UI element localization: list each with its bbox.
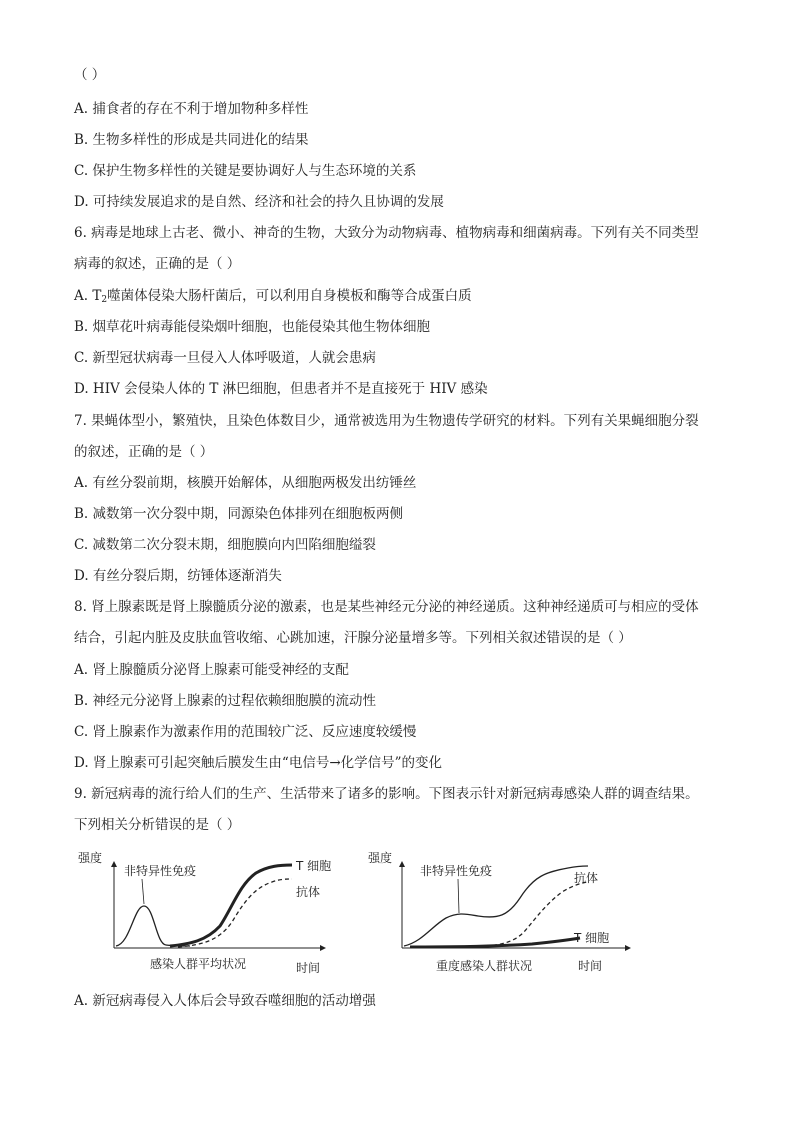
text-line: （ ） bbox=[74, 67, 106, 83]
option-a: A. 新冠病毒侵入人体后会导致吞噬细胞的活动增强 bbox=[74, 993, 376, 1009]
option-b: B. 减数第一次分裂中期，同源染色体排列在细胞板两侧 bbox=[74, 506, 404, 522]
option-c: C. 肾上腺素作为激素作用的范围较广泛、反应速度较缓慢 bbox=[74, 724, 417, 740]
x-axis-label: 时间 bbox=[578, 959, 603, 973]
annotation-nonspecific-immunity: 非特异性免疫 bbox=[420, 864, 493, 878]
option-d: D. 肾上腺素可引起突触后膜发生由“电信号→化学信号”的变化 bbox=[74, 755, 443, 771]
legend-antibody: 抗体 bbox=[296, 885, 321, 899]
option-c: C. 新型冠状病毒一旦侵入人体呼吸道，人就会患病 bbox=[74, 350, 376, 366]
question-9-stem: 9. 新冠病毒的流行给人们的生产、生活带来了诸多的影响。下图表示针对新冠病毒感染人群的调查结果。 bbox=[74, 786, 699, 802]
x-axis-caption: 重度感染人群状况 bbox=[436, 959, 533, 973]
legend-t-cell: T 细胞 bbox=[574, 931, 610, 945]
series-nonspecific-immunity bbox=[116, 906, 190, 946]
option-a: A. $T_2$噬菌体侵染大肠杆菌后，可以利用自身模板和酶等合成蛋白质 bbox=[74, 288, 472, 305]
question-9-stem-cont: 下列相关分析错误的是（ ） bbox=[74, 817, 241, 833]
option-d: D. HIV 会侵染人体的 T 淋巴细胞，但患者并不是直接死于 HIV 感染 bbox=[74, 381, 488, 397]
series-antibody bbox=[178, 879, 292, 947]
annotation-nonspecific-immunity: 非特异性免疫 bbox=[124, 864, 197, 878]
y-axis-label: 强度 bbox=[78, 851, 103, 865]
annotation-leader bbox=[458, 879, 459, 913]
series-t-cell bbox=[410, 938, 580, 947]
option-a: A. 捕食者的存在不利于增加物种多样性 bbox=[74, 101, 309, 117]
option-a: A. 肾上腺髓质分泌肾上腺素可能受神经的支配 bbox=[74, 662, 349, 678]
option-d: D. 有丝分裂后期，纺锤体逐渐消失 bbox=[74, 568, 282, 584]
chart-average-infection bbox=[70, 846, 350, 976]
option-b: B. 烟草花叶病毒能侵染烟叶细胞，也能侵染其他生物体细胞 bbox=[74, 319, 431, 335]
option-c: C. 保护生物多样性的关键是要协调好人与生态环境的关系 bbox=[74, 163, 417, 179]
x-axis-caption: 感染人群平均状况 bbox=[150, 957, 247, 971]
option-a: A. 有丝分裂前期，核膜开始解体，从细胞两极发出纺锤丝 bbox=[74, 475, 417, 491]
question-7-stem: 7. 果蝇体型小，繁殖快，且染色体数目少，通常被选用为生物遗传学研究的材料。下列有关果蝇细胞分裂 bbox=[74, 413, 699, 429]
chart-severe-infection bbox=[362, 846, 662, 976]
legend-antibody: 抗体 bbox=[574, 871, 599, 885]
option-d: D. 可持续发展追求的是自然、经济和社会的持久且协调的发展 bbox=[74, 194, 444, 210]
x-axis-label: 时间 bbox=[296, 961, 321, 975]
question-6-stem: 6. 病毒是地球上古老、微小、神奇的生物，大致分为动物病毒、植物病毒和细菌病毒。下列有关不同类型 bbox=[74, 225, 699, 241]
option-b: B. 神经元分泌肾上腺素的过程依赖细胞膜的流动性 bbox=[74, 693, 377, 709]
question-7-stem-cont: 的叙述，正确的是（ ） bbox=[74, 444, 214, 460]
annotation-leader bbox=[142, 879, 144, 904]
y-axis-label: 强度 bbox=[368, 851, 393, 865]
series-antibody bbox=[472, 882, 588, 947]
option-b: B. 生物多样性的形成是共同进化的结果 bbox=[74, 132, 309, 148]
series-nonspecific-immunity bbox=[404, 866, 588, 946]
option-c: C. 减数第二次分裂末期，细胞膜向内凹陷细胞缢裂 bbox=[74, 537, 376, 553]
legend-t-cell: T 细胞 bbox=[296, 859, 332, 873]
question-6-stem-cont: 病毒的叙述，正确的是（ ） bbox=[74, 256, 241, 272]
question-8-stem: 8. 肾上腺素既是肾上腺髓质分泌的激素，也是某些神经元分泌的神经递质。这种神经递质可与相应的受体 bbox=[74, 599, 699, 615]
question-8-stem-cont: 结合，引起内脏及皮肤血管收缩、心跳加速，汗腺分泌量增多等。下列相关叙述错误的是（ ） bbox=[74, 630, 632, 646]
